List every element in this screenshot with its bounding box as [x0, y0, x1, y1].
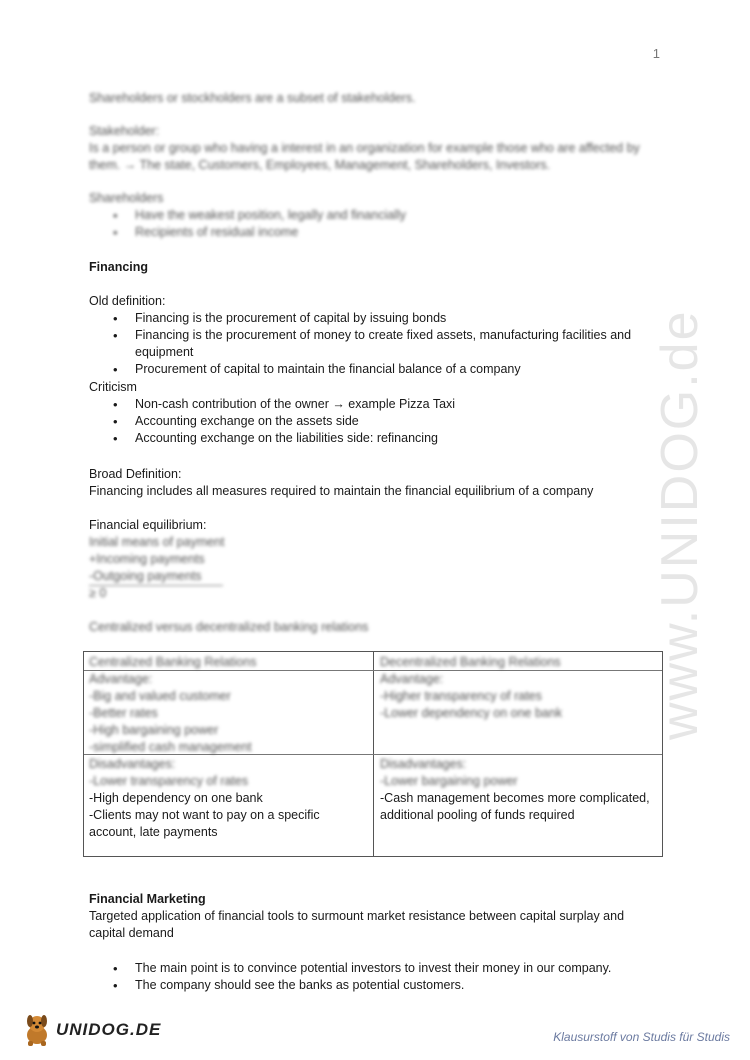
- financial-marketing-heading: Financial Marketing: [89, 892, 206, 906]
- stakeholder-definition-2: them. → The state, Customers, Employees, Management, Shareholders, Investors.: [89, 158, 551, 172]
- financial-marketing-text: Targeted application of financial tools to surmount market resistance between capital surplay and capital demand: [89, 909, 625, 940]
- list-item: • Recipients of residual income: [89, 224, 659, 241]
- financial-marketing-list: [89, 960, 669, 994]
- footer-tagline: Klausurstoff von Studis für Studis: [553, 1030, 730, 1044]
- list-item: • The company should see the banks as potential customers.: [89, 977, 669, 994]
- shareholders-heading: Shareholders: [89, 191, 164, 205]
- table-cell: Disadvantages: -Lower bargaining power: [380, 757, 518, 788]
- watermark: www.UNIDOG.de: [651, 309, 709, 740]
- equilibrium-label: Financial equilibrium:: [89, 518, 207, 532]
- list-item: • Accounting exchange on the liabilities side: refinancing: [89, 430, 659, 447]
- stakeholder-heading: Stakeholder:: [89, 124, 160, 138]
- old-definition-list: [89, 310, 649, 378]
- equilibrium-line: -Outgoing payments: [89, 568, 223, 586]
- banking-heading: Centralized versus decentralized banking relations: [89, 620, 369, 634]
- shareholders-list: [89, 207, 659, 241]
- list-item: • Financing is the procurement of capital by issuing bonds: [89, 310, 649, 327]
- table-cell: Advantage: -Higher transparency of rates -Lower dependency on one bank: [380, 672, 563, 720]
- equilibrium-line: +Incoming payments: [89, 552, 205, 566]
- table-header: Decentralized Banking Relations: [380, 655, 561, 669]
- table-cell: Advantage: -Big and valued customer -Better rates -High bargaining power -simplified cash management: [89, 672, 252, 754]
- old-definition-label: Old definition:: [89, 294, 166, 308]
- banking-relations-table: [83, 651, 663, 857]
- criticism-label: Criticism: [89, 380, 137, 394]
- equilibrium-line: Initial means of payment: [89, 535, 225, 549]
- page-number: 1: [652, 46, 660, 61]
- table-header: Centralized Banking Relations: [89, 655, 257, 669]
- list-item: • Non-cash contribution of the owner → example Pizza Taxi: [89, 396, 659, 413]
- financing-heading: Financing: [89, 260, 149, 274]
- equilibrium-line: ≥ 0: [89, 586, 107, 600]
- stakeholder-definition-1: Is a person or group who having a interest in an organization for example those who are affected by: [89, 141, 640, 155]
- logo-text: UNIDOG.DE: [56, 1020, 162, 1039]
- dog-icon: [22, 1013, 52, 1047]
- broad-definition-label: Broad Definition:: [89, 467, 182, 481]
- table-cell: -High dependency on one bank -Clients may not want to pay on a specific account, late payments: [89, 791, 320, 839]
- intro-line: Shareholders or stockholders are a subset of stakeholders.: [89, 91, 416, 105]
- list-item: • The main point is to convince potential investors to invest their money in our company.: [89, 960, 669, 977]
- table-cell: Disadvantages: -Lower transparency of rates: [89, 757, 249, 788]
- list-item: • Procurement of capital to maintain the financial balance of a company: [89, 361, 649, 378]
- list-item: • Have the weakest position, legally and financially: [89, 207, 659, 224]
- broad-definition-text: Financing includes all measures required to maintain the financial equilibrium of a company: [89, 484, 594, 498]
- criticism-list: [89, 396, 659, 447]
- list-item: • Accounting exchange on the assets side: [89, 413, 659, 430]
- unidog-logo: [22, 1012, 161, 1048]
- table-cell: -Cash management becomes more complicated, additional pooling of funds required: [380, 791, 650, 822]
- list-item: • Financing is the procurement of money to create fixed assets, manufacturing facilities and equipment: [89, 327, 649, 361]
